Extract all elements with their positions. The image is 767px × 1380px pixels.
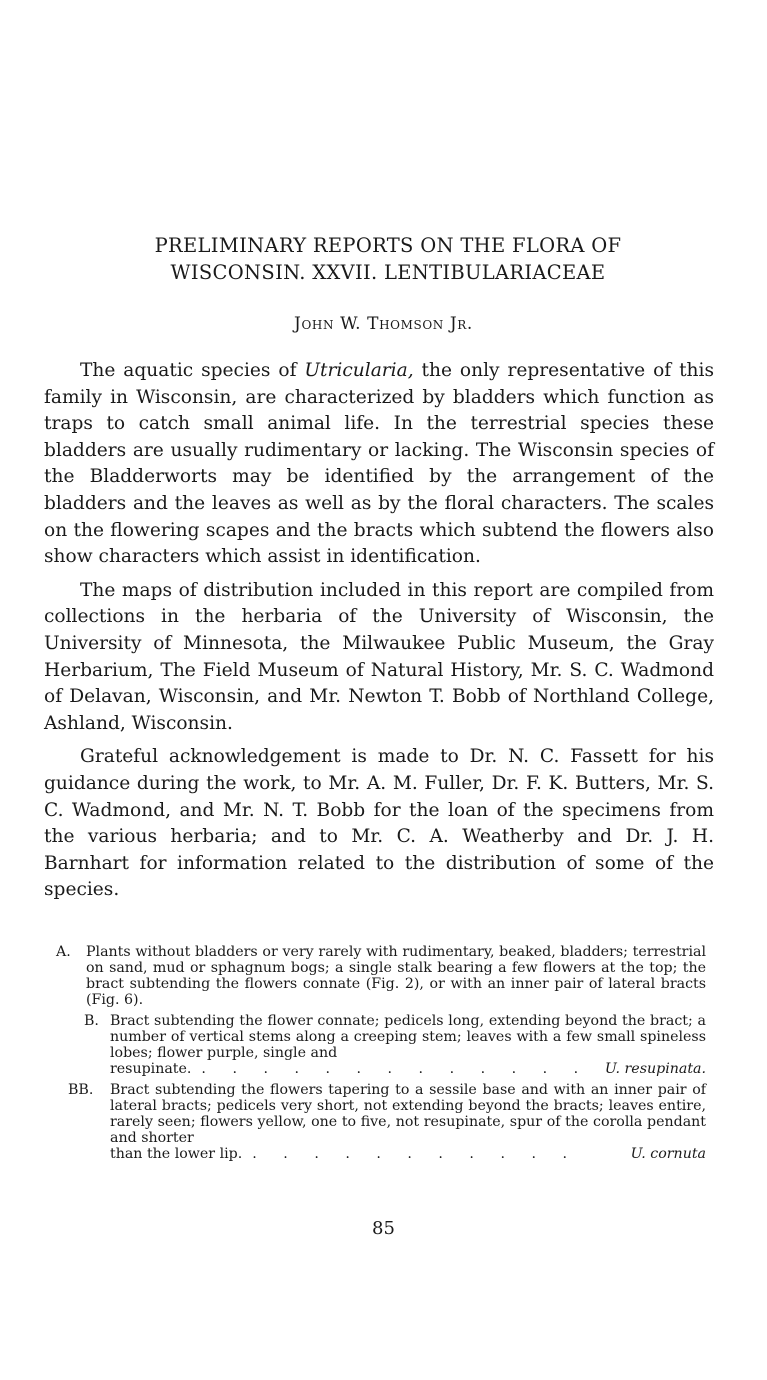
- body-text: [44, 358, 714, 911]
- key-lastline-bb: [110, 1146, 706, 1162]
- identification-key: [56, 944, 706, 1167]
- paragraph-3: Grateful acknowledgement is made to Dr. N. C. Fassett for his guidance during the work, to Mr. A. M. Fuller, Dr. F. K. Butters, Mr. S. C. Wadmond, and Mr. N. T. Bobb for the loan of the specimens from the various herbaria; and to Mr. C. A. Weatherby and Dr. J. H. Barnhart for information related to the distribution of some of the species.: [44, 746, 714, 901]
- key-label-a: A.: [56, 944, 71, 960]
- paragraph-1: [44, 358, 714, 571]
- paragraph-2: The maps of distribution included in this report are compiled from collections in the herbaria of the University of Wisconsin, the University of Minnesota, the Milwaukee Public Museum, the Gray Herbarium, The Field Museum of Natural History, Mr. S. C. Wadmond of Delavan, Wisconsin, and Mr. Newton T. Bobb of Northland College, Ashland, Wisconsin.: [44, 579, 714, 734]
- key-lastword-bb: than the lower lip.: [110, 1146, 243, 1162]
- species-resupinata: U. resupinata.: [604, 1061, 706, 1077]
- key-text-b: Bract subtending the flower connate; pedicels long, extending beyond the bract; a number of vertical stems along a creeping stem; leaves with a few small spineless lobes; flower purple, single and: [110, 1013, 706, 1061]
- key-text-a: Plants without bladders or very rarely with rudimentary, beaked, bladders; terrestrial on sand, mud or sphagnum bogs; a single stalk bearing a few flowers at the top; the bract subtending the flowers connate (Fig. 2), or with an inner pair of lateral bracts (Fig. 6).: [86, 944, 706, 1008]
- leader-dots-b: . . . . . . . . . . . . .: [201, 1061, 590, 1077]
- key-lastline-b: [110, 1061, 706, 1077]
- title-line-1: PRELIMINARY REPORTS ON THE FLORA OF: [154, 234, 622, 257]
- species-cornuta: U. cornuta: [630, 1146, 706, 1162]
- key-lastword-b: resupinate.: [110, 1061, 192, 1077]
- key-couplet-bb: [68, 1082, 706, 1162]
- key-body-bb: [110, 1082, 706, 1162]
- paragraph-1-lead: The aquatic species of: [80, 360, 305, 381]
- article-title: [60, 232, 716, 286]
- genus-name: Utricularia,: [304, 360, 414, 381]
- author-name: John W. Thomson Jr.: [294, 314, 473, 334]
- leader-dots-bb: . . . . . . . . . . .: [252, 1146, 578, 1162]
- key-couplet-a: [56, 944, 706, 1008]
- key-text-bb: Bract subtending the flowers tapering to a sessile base and with an inner pair of lateral bracts; pedicels very short, not extending beyond the bracts; leaves entire, rarely seen; flowers yellow, one to five, not resupinate, spur of the corolla pendant and shorter: [110, 1082, 706, 1146]
- page-number: 85: [372, 1218, 395, 1239]
- key-label-b: B.: [84, 1013, 99, 1029]
- paragraph-1-rest: the only representative of this family in Wisconsin, are characterized by bladders which function as traps to catch small animal life. In the terrestrial species these bladders are usually rudimentary or lacking. The Wisconsin species of the Bladderworts may be identified by the arrangement of the bladders and the leaves as well as by the floral characters. The scales on the flowering scapes and the bracts which subtend the flowers also show characters which assist in identification.: [44, 360, 715, 568]
- key-label-bb: BB.: [68, 1082, 94, 1098]
- key-couplet-b: [84, 1013, 706, 1077]
- key-body-b: [110, 1013, 706, 1077]
- title-line-2: WISCONSIN. XXVII. LENTIBULARIACEAE: [170, 261, 606, 284]
